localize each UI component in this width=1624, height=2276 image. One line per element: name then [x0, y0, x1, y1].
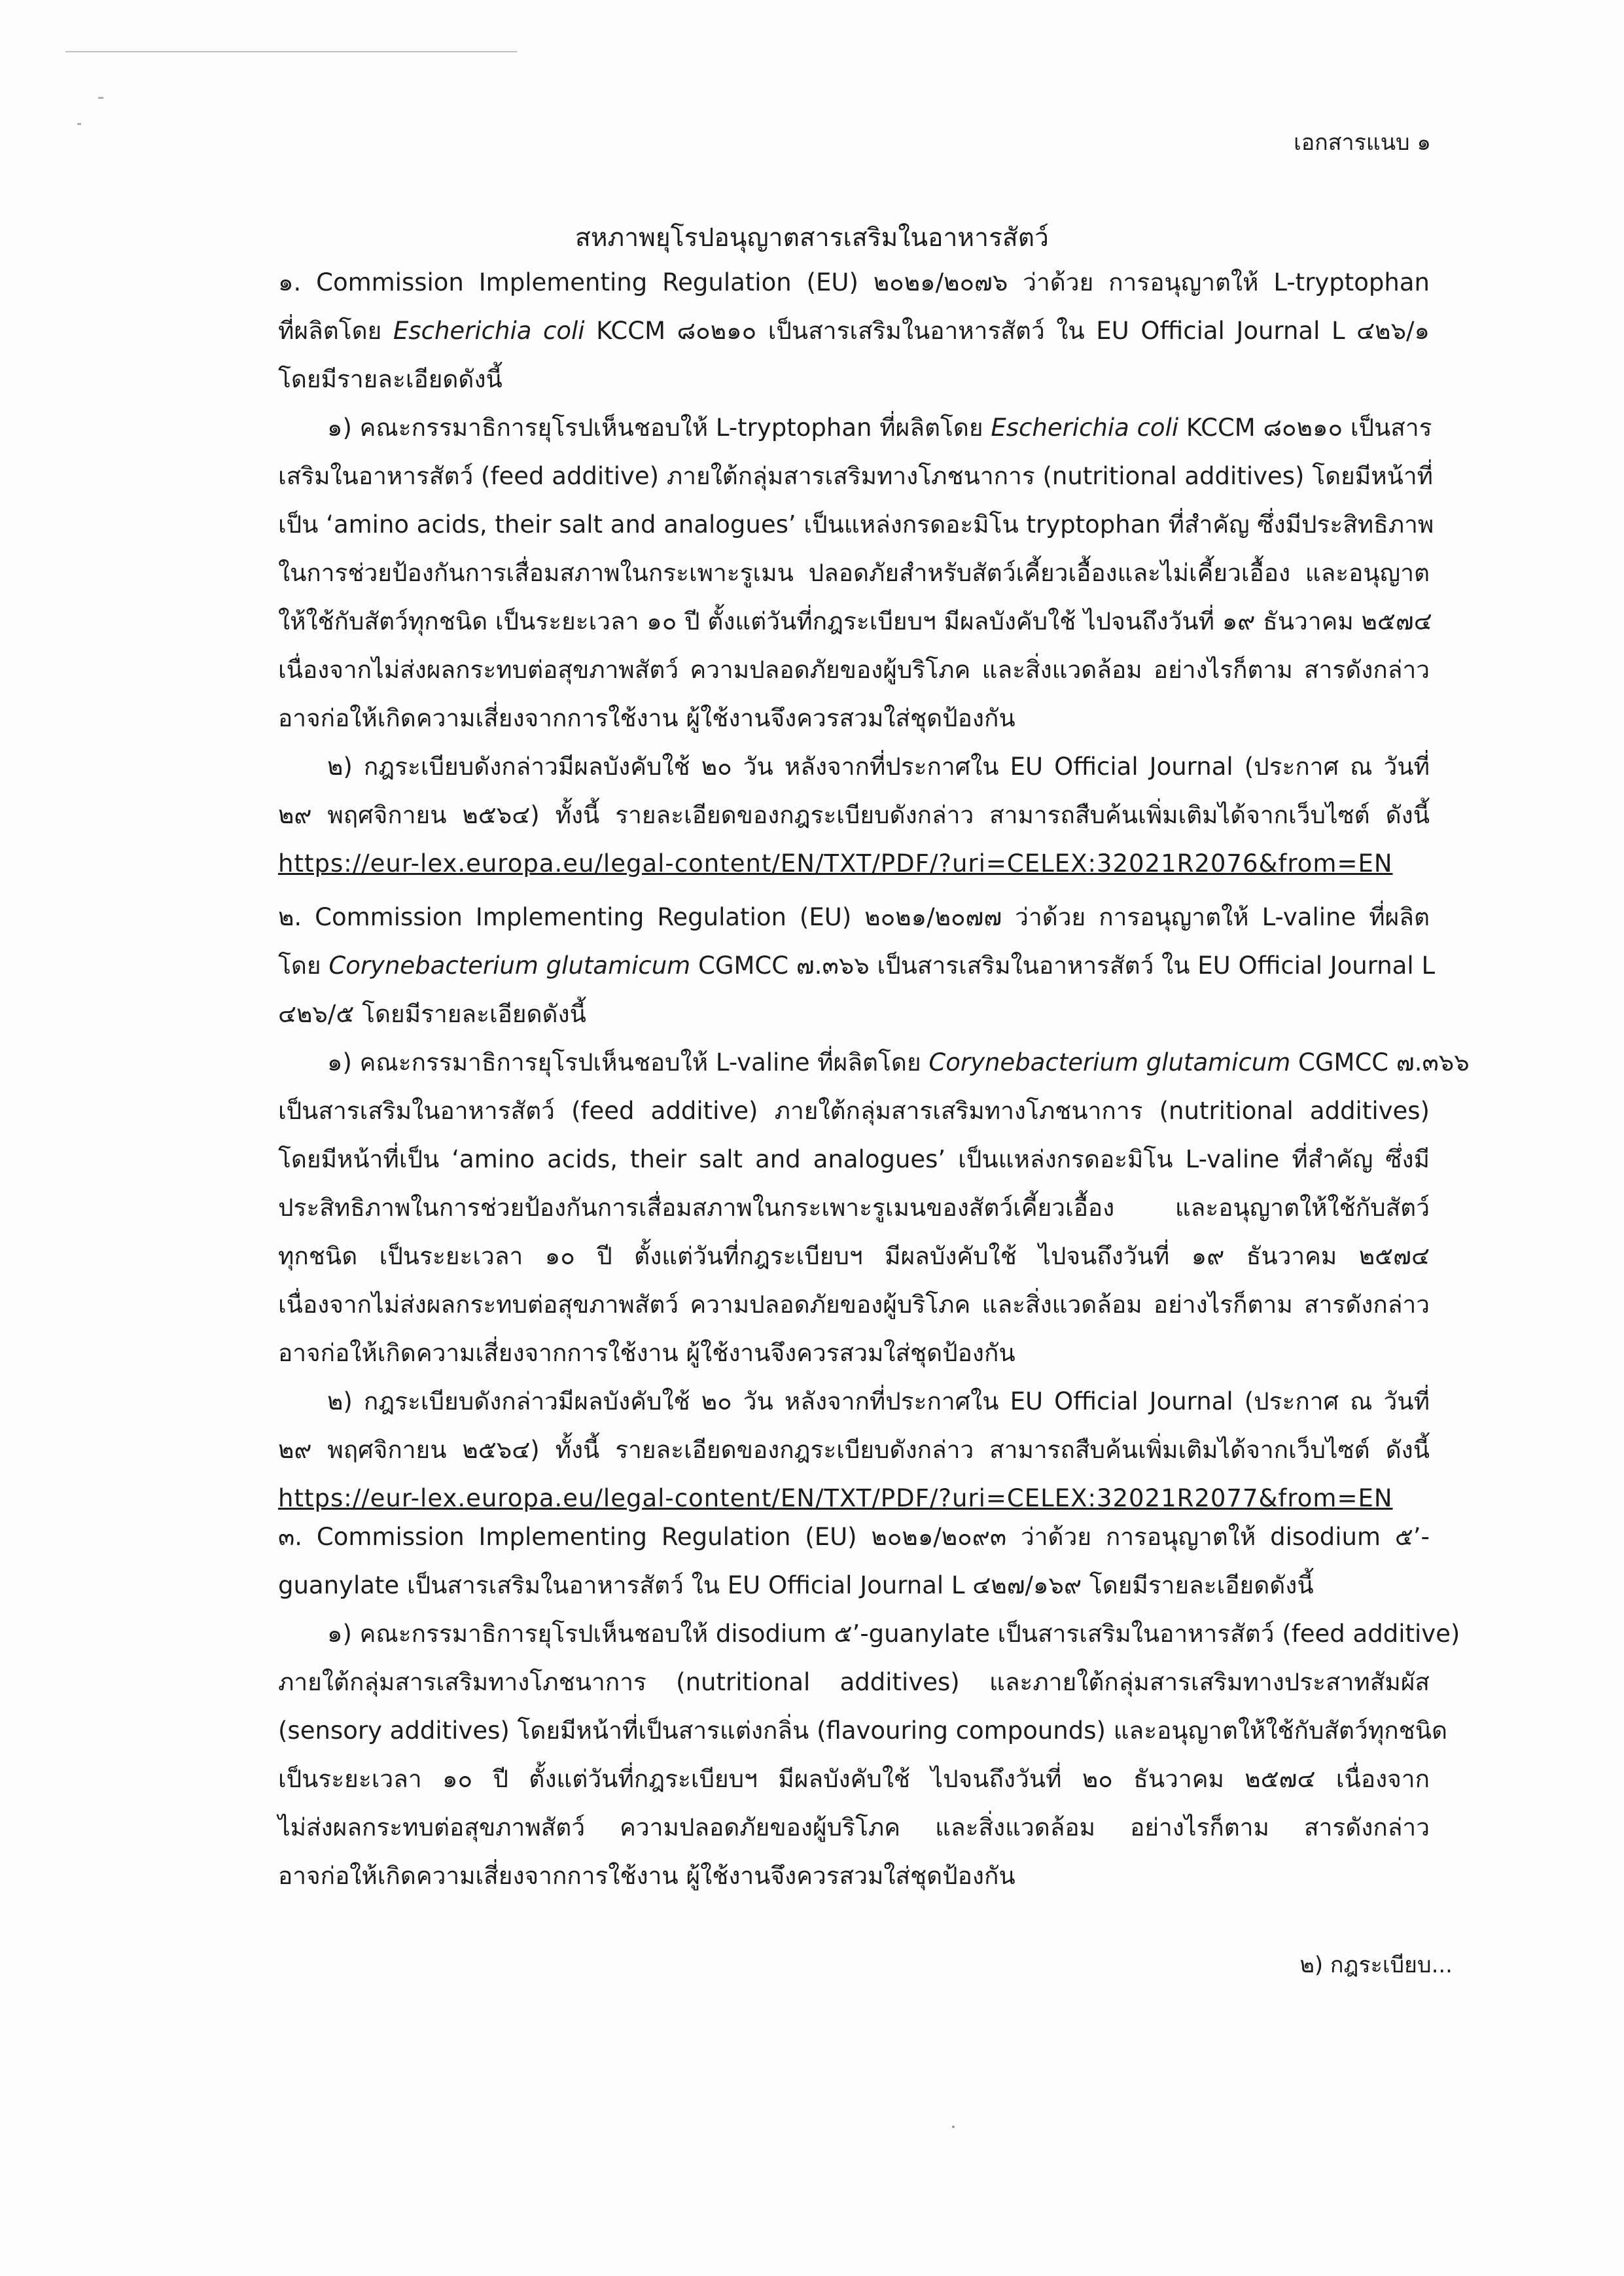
section-2-heading-line: โดย Corynebacterium glutamicum CGMCC ๗.๓๖๖ เป็นสารเสริมในอาหารสัตว์ ใน EU Official Journal L — [278, 951, 1436, 980]
section-2-paragraph-1-line: ทุกชนิด เป็นระยะเวลา ๑๐ ปี ตั้งแต่วันที่กฎระเบียบฯ มีผลบังคับใช้ ไปจนถึงวันที่ ๑๙ ธันวาคม ๒๕๗๔ — [278, 1242, 1430, 1270]
section-2-url-link[interactable]: https://eur-lex.europa.eu/legal-content/EN/TXT/PDF/?uri=CELEX:32021R2077&from=EN — [278, 1484, 1393, 1512]
section-2-paragraph-1-line: ๑) คณะกรรมาธิการยุโรปเห็นชอบให้ L-valine ที่ผลิตโดย Corynebacterium glutamicum CGMCC ๗.๓๖๖ — [327, 1048, 1470, 1076]
section-1-heading-line: ๑. Commission Implementing Regulation (EU) ๒๐๒๑/๒๐๗๖ ว่าด้วย การอนุญาตให้ L-tryptophan — [278, 268, 1430, 296]
section-1-paragraph-1-line: ให้ใช้กับสัตว์ทุกชนิด เป็นระยะเวลา ๑๐ ปี ตั้งแต่วันที่กฎระเบียบฯ มีผลบังคับใช้ ไปจนถึงวันที่ ๑๙ ธันวาคม ๒๕๗๔ — [278, 607, 1432, 635]
section-1-paragraph-1-line: เป็น ‘amino acids, their salt and analogues’ เป็นแหล่งกรดอะมิโน tryptophan ที่สำคัญ ซึ่งมีประสิทธิภาพ — [278, 510, 1434, 539]
section-1-paragraph-1-line: ในการช่วยป้องกันการเสื่อมสภาพในกระเพาะรูเมน ปลอดภัยสำหรับสัตว์เคี้ยวเอื้องและไม่เคี้ยวเอื้อง และอนุญาต — [278, 559, 1430, 587]
section-3-heading-line: guanylate เป็นสารเสริมในอาหารสัตว์ ใน EU Official Journal L ๔๒๗/๑๖๙ โดยมีรายละเอียดดังนี้ — [278, 1571, 1314, 1599]
document-title: สหภาพยุโรปอนุญาตสารเสริมในอาหารสัตว์ — [575, 223, 1049, 253]
continuation-note: ๒) กฎระเบียบ... — [1299, 1952, 1453, 1978]
section-1-paragraph-2-line: ๒๙ พฤศจิกายน ๒๕๖๔) ทั้งนี้ รายละเอียดของกฎระเบียบดังกล่าว สามารถสืบค้นเพิ่มเติมได้จากเว็บไซต์ ดังนี้ — [278, 801, 1430, 829]
section-2-paragraph-1-line: อาจก่อให้เกิดความเสี่ยงจากการใช้งาน ผู้ใช้งานจึงควรสวมใส่ชุดป้องกัน — [278, 1339, 1015, 1367]
section-2-paragraph-1-line: ประสิทธิภาพในการช่วยป้องกันการเสื่อมสภาพในกระเพาะรูเมนของสัตว์เคี้ยวเอื้อง และอนุญาตให้ใช้กับสัตว์ — [278, 1194, 1430, 1222]
section-1-paragraph-1-line: อาจก่อให้เกิดความเสี่ยงจากการใช้งาน ผู้ใช้งานจึงควรสวมใส่ชุดป้องกัน — [278, 704, 1015, 732]
section-3-paragraph-1-line: (sensory additives) โดยมีหน้าที่เป็นสารแต่งกลิ่น (flavouring compounds) และอนุญาตให้ใช้กับสัตว์ทุกชนิด — [278, 1716, 1448, 1745]
attachment-label: เอกสารแนบ ๑ — [1294, 130, 1431, 156]
section-2 — [278, 893, 1470, 1523]
section-1-paragraph-1-line: เนื่องจากไม่ส่งผลกระทบต่อสุขภาพสัตว์ ความปลอดภัยของผู้บริโภค และสิ่งแวดล้อม อย่างไรก็ตาม สารดังกล่าว — [278, 656, 1430, 684]
section-2-paragraph-2-line: ๒) กฎระเบียบดังกล่าวมีผลบังคับใช้ ๒๐ วัน หลังจากที่ประกาศใน EU Official Journal (ประกาศ ณ วันที่ — [327, 1387, 1430, 1415]
section-3-paragraph-1-line: อาจก่อให้เกิดความเสี่ยงจากการใช้งาน ผู้ใช้งานจึงควรสวมใส่ชุดป้องกัน — [278, 1862, 1015, 1890]
section-1-heading-line: ที่ผลิตโดย Escherichia coli KCCM ๘๐๒๑๐ เป็นสารเสริมในอาหารสัตว์ ใน EU Official Journal L ๔๒๖/๑ — [278, 317, 1430, 345]
section-1-heading-line: โดยมีรายละเอียดดังนี้ — [278, 365, 503, 393]
section-3-heading-line: ๓. Commission Implementing Regulation (EU) ๒๐๒๑/๒๐๙๓ ว่าด้วย การอนุญาตให้ disodium ๕’- — [278, 1523, 1430, 1551]
section-2-paragraph-2-line: ๒๙ พฤศจิกายน ๒๕๖๔) ทั้งนี้ รายละเอียดของกฎระเบียบดังกล่าว สามารถสืบค้นเพิ่มเติมได้จากเว็บไซต์ ดังนี้ — [278, 1436, 1430, 1464]
scan-speck — [98, 97, 103, 99]
scan-edge-line — [65, 51, 517, 52]
section-1-url-line — [278, 840, 1430, 888]
section-1-paragraph-1-line: เสริมในอาหารสัตว์ (feed additive) ภายใต้กลุ่มสารเสริมทางโภชนาการ (nutritional additives) โดยมีหน้าที่ — [278, 462, 1434, 490]
section-3-paragraph-1-line: เป็นระยะเวลา ๑๐ ปี ตั้งแต่วันที่กฎระเบียบฯ มีผลบังคับใช้ ไปจนถึงวันที่ ๒๐ ธันวาคม ๒๕๗๔ เนื่องจาก — [278, 1765, 1430, 1793]
section-3-paragraph-1-line: ไม่ส่งผลกระทบต่อสุขภาพสัตว์ ความปลอดภัยของผู้บริโภค และสิ่งแวดล้อม อย่างไรก็ตาม สารดังกล่าว — [278, 1813, 1430, 1841]
scan-speck — [77, 123, 81, 125]
section-2-paragraph-1-line: เป็นสารเสริมในอาหารสัตว์ (feed additive) ภายใต้กลุ่มสารเสริมทางโภชนาการ (nutritional additives) — [278, 1097, 1430, 1125]
section-3 — [278, 1513, 1460, 1900]
section-3-paragraph-1-line: ๑) คณะกรรมาธิการยุโรปเห็นชอบให้ disodium ๕’-guanylate เป็นสารเสริมในอาหารสัตว์ (feed additive) — [327, 1620, 1460, 1648]
section-1-paragraph-2-line: ๒) กฎระเบียบดังกล่าวมีผลบังคับใช้ ๒๐ วัน หลังจากที่ประกาศใน EU Official Journal (ประกาศ ณ วันที่ — [327, 753, 1430, 781]
section-2-paragraph-1-line: เนื่องจากไม่ส่งผลกระทบต่อสุขภาพสัตว์ ความปลอดภัยของผู้บริโภค และสิ่งแวดล้อม อย่างไรก็ตาม สารดังกล่าว — [278, 1290, 1430, 1319]
section-3-paragraph-1-line: ภายใต้กลุ่มสารเสริมทางโภชนาการ (nutritional additives) และภายใต้กลุ่มสารเสริมทางประสาทสัมผัส — [278, 1668, 1430, 1696]
section-1-paragraph-1-line: ๑) คณะกรรมาธิการยุโรปเห็นชอบให้ L-tryptophan ที่ผลิตโดย Escherichia coli KCCM ๘๐๒๑๐ เป็นสาร — [327, 414, 1432, 442]
section-2-paragraph-1-line: โดยมีหน้าที่เป็น ‘amino acids, their salt and analogues’ เป็นแหล่งกรดอะมิโน L-valine ที่สำคัญ ซึ่งมี — [278, 1145, 1430, 1173]
scan-speck — [952, 2125, 955, 2128]
section-1-url-link[interactable]: https://eur-lex.europa.eu/legal-content/EN/TXT/PDF/?uri=CELEX:32021R2076&from=EN — [278, 849, 1393, 878]
section-2-heading-line: ๒. Commission Implementing Regulation (EU) ๒๐๒๑/๒๐๗๗ ว่าด้วย การอนุญาตให้ L-valine ที่ผลิต — [278, 903, 1430, 931]
section-1 — [278, 258, 1434, 888]
section-2-heading-line: ๔๒๖/๕ โดยมีรายละเอียดดังนี้ — [278, 1000, 586, 1028]
